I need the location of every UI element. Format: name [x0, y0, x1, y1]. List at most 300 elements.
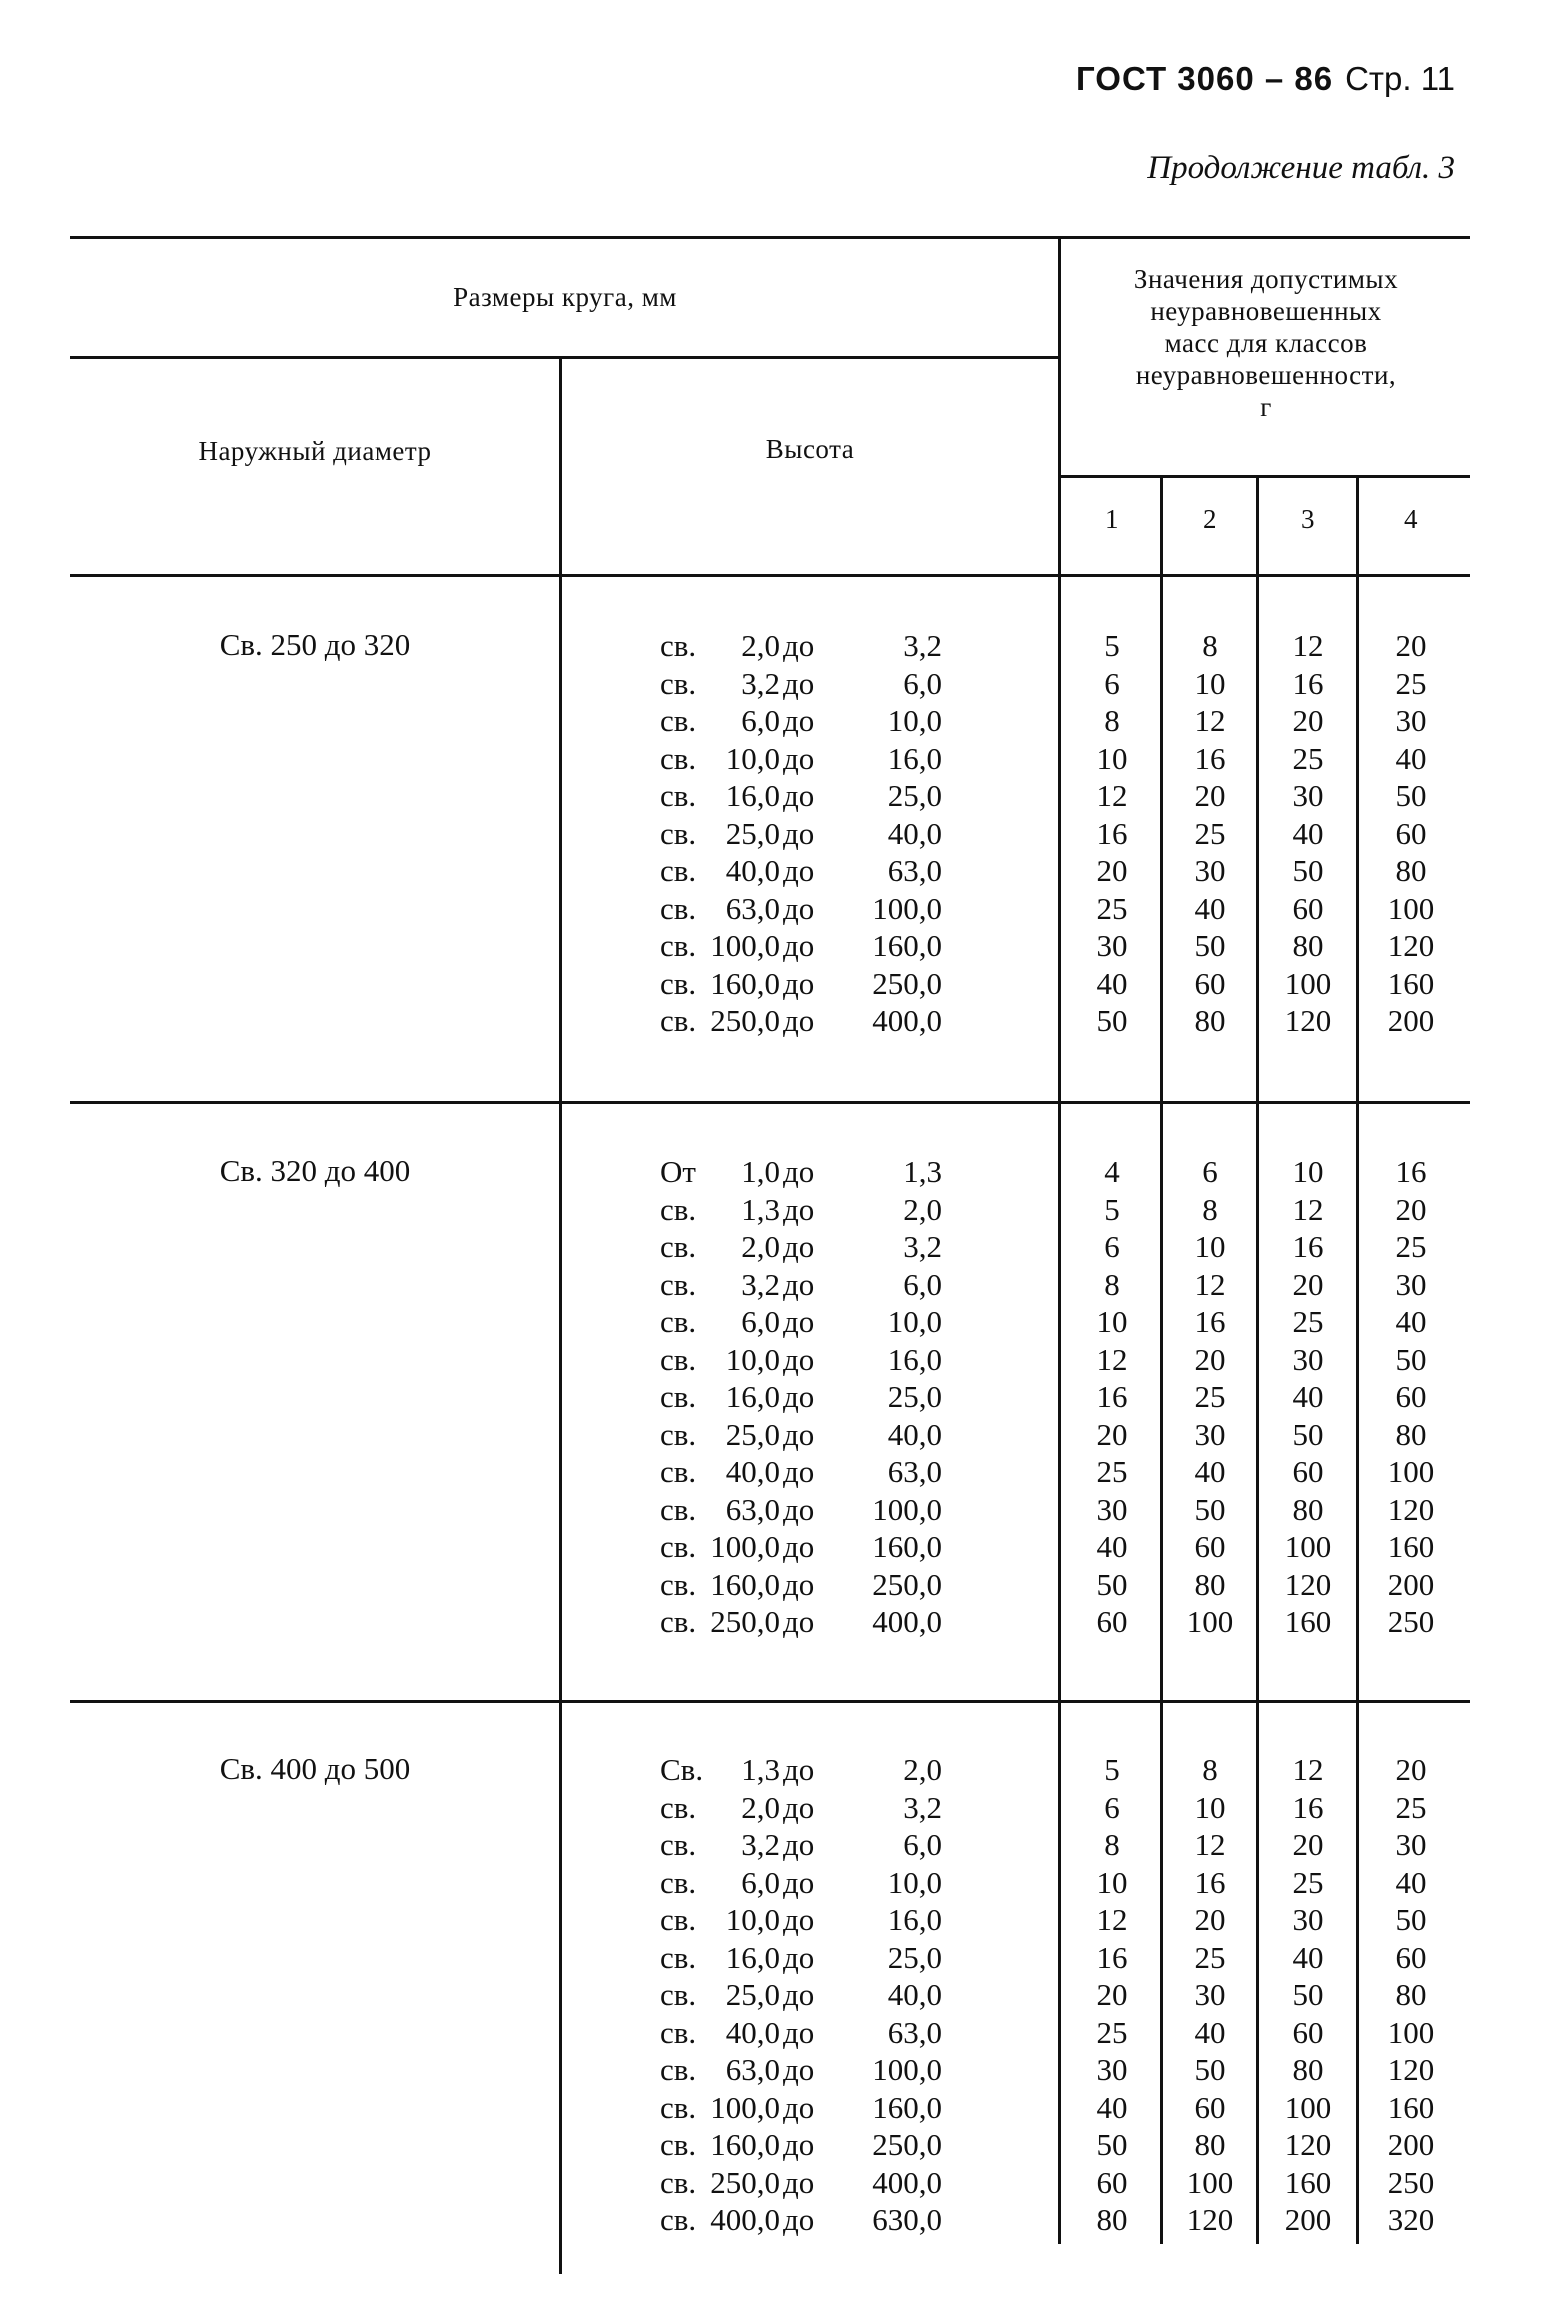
mass-class-4: 100	[1387, 2014, 1435, 2050]
mass-class-2: 40	[1194, 2014, 1226, 2050]
table-row	[0, 1603, 1552, 1640]
group-divider	[70, 1101, 1470, 1104]
height-to: 6,0	[903, 1827, 942, 1862]
height-to: 3,2	[903, 628, 942, 663]
height-from: 6,0	[741, 1304, 780, 1339]
header-mid-rule	[70, 356, 1060, 359]
mass-class-3: 80	[1292, 1491, 1324, 1527]
height-do: до	[783, 965, 815, 1001]
mass-class-3: 50	[1292, 853, 1324, 888]
mass-class-2: 30	[1194, 1977, 1226, 2012]
height-prefix: св.	[660, 703, 697, 738]
mass-class-3: 30	[1292, 1341, 1324, 1377]
height-from: 16,0	[725, 778, 780, 813]
mass-class-3: 20	[1292, 1266, 1324, 1302]
mass-class-4: 80	[1395, 1416, 1427, 1452]
mass-class-4: 20	[1395, 1752, 1427, 1787]
height-from: 63,0	[725, 890, 780, 926]
mass-class-3: 100	[1284, 1529, 1332, 1564]
height-do: до	[783, 1864, 815, 1900]
mass-class-4: 200	[1387, 2127, 1435, 2162]
height-prefix: св.	[660, 853, 697, 888]
mass-class-1: 6	[1104, 665, 1120, 701]
mass-class-4: 120	[1387, 928, 1435, 963]
mass-class-4: 250	[1387, 2164, 1435, 2200]
height-prefix: св.	[660, 1864, 697, 1900]
table-row	[0, 2164, 1552, 2201]
table-row	[0, 2201, 1552, 2238]
height-from: 250,0	[710, 1003, 780, 1038]
table-row	[0, 1416, 1552, 1453]
height-do: до	[783, 1304, 815, 1339]
height-do: до	[783, 2089, 815, 2125]
mass-class-1: 20	[1096, 1977, 1128, 2012]
height-to: 3,2	[903, 1229, 942, 1264]
table-row	[0, 965, 1552, 1002]
height-from: 10,0	[725, 1902, 780, 1937]
mass-class-4: 40	[1395, 1864, 1427, 1900]
mass-class-1: 25	[1096, 1454, 1128, 1489]
table-row	[0, 2014, 1552, 2051]
height-to: 2,0	[903, 1191, 942, 1227]
mass-class-3: 12	[1292, 1191, 1324, 1227]
table-row	[0, 1491, 1552, 1528]
height-prefix: св.	[660, 778, 697, 813]
height-prefix: св.	[660, 1902, 697, 1937]
mass-class-1: 80	[1096, 2202, 1128, 2237]
mass-class-4: 30	[1395, 703, 1427, 738]
height-to: 160,0	[872, 1529, 942, 1564]
dimensions-header: Размеры круга, мм	[453, 282, 677, 312]
height-do: до	[783, 2127, 815, 2162]
mass-class-1: 25	[1096, 2014, 1128, 2050]
height-from: 3,2	[741, 1827, 780, 1862]
mass-class-1: 16	[1096, 1939, 1128, 1975]
mass-class-4: 200	[1387, 1003, 1435, 1038]
mass-class-3: 50	[1292, 1977, 1324, 2012]
height-to: 400,0	[872, 2164, 942, 2200]
mass-class-1: 12	[1096, 1341, 1128, 1377]
header-bottom-rule	[70, 574, 1470, 577]
height-do: до	[783, 2014, 815, 2050]
height-to: 400,0	[872, 1604, 942, 1639]
mass-class-1: 50	[1096, 2127, 1128, 2162]
mass-class-4: 200	[1387, 1566, 1435, 1602]
mass-class-2: 12	[1194, 1827, 1226, 1862]
height-to: 16,0	[887, 740, 942, 776]
mass-class-3: 200	[1284, 2202, 1332, 2237]
outer-diameter-header: Наружный диаметр	[198, 436, 432, 466]
mass-class-1: 8	[1104, 1266, 1120, 1302]
mass-class-1: 40	[1096, 965, 1128, 1001]
mass-class-4: 100	[1387, 1454, 1435, 1489]
mass-class-2: 20	[1194, 1341, 1226, 1377]
height-to: 63,0	[887, 2014, 942, 2050]
mass-class-4: 20	[1395, 1191, 1427, 1227]
mass-class-2: 6	[1202, 1154, 1218, 1189]
mass-class-1: 6	[1104, 1229, 1120, 1264]
classes-rule	[1060, 475, 1470, 478]
mass-class-4: 160	[1387, 1529, 1435, 1564]
height-to: 250,0	[872, 1566, 942, 1602]
height-prefix: От	[660, 1154, 696, 1189]
mass-class-2: 100	[1186, 1604, 1234, 1639]
table-row	[0, 1826, 1552, 1863]
values-header-line: неуравновешенных	[1150, 296, 1382, 326]
mass-class-3: 40	[1292, 815, 1324, 851]
table-continuation-label: Продолжение табл. 3	[1147, 150, 1455, 186]
table-row	[0, 1303, 1552, 1340]
height-do: до	[783, 815, 815, 851]
values-header-line: г	[1260, 392, 1272, 422]
height-prefix: св.	[660, 1266, 697, 1302]
mass-class-4: 320	[1387, 2202, 1435, 2237]
mass-class-2: 12	[1194, 703, 1226, 738]
height-do: до	[783, 1491, 815, 1527]
mass-class-2: 30	[1194, 1416, 1226, 1452]
mass-class-4: 120	[1387, 2052, 1435, 2087]
group-divider	[70, 1700, 1470, 1703]
height-do: до	[783, 778, 815, 813]
height-from: 160,0	[710, 2127, 780, 2162]
values-header	[1062, 263, 1470, 423]
mass-class-3: 12	[1292, 1752, 1324, 1787]
mass-class-2: 16	[1194, 1304, 1226, 1339]
table-row	[0, 1528, 1552, 1565]
mass-class-3: 20	[1292, 703, 1324, 738]
height-from: 6,0	[741, 703, 780, 738]
table-row	[0, 815, 1552, 852]
height-prefix: св.	[660, 740, 697, 776]
table-row	[0, 1939, 1552, 1976]
height-do: до	[783, 1789, 815, 1825]
mass-class-2: 40	[1194, 1454, 1226, 1489]
height-to: 6,0	[903, 665, 942, 701]
height-to: 400,0	[872, 1003, 942, 1038]
mass-class-4: 16	[1395, 1154, 1427, 1189]
height-to: 40,0	[887, 1977, 942, 2012]
mass-class-1: 12	[1096, 778, 1128, 813]
mass-class-2: 16	[1194, 740, 1226, 776]
height-prefix: Св.	[660, 1752, 704, 1787]
mass-class-1: 60	[1096, 1604, 1128, 1639]
height-from: 100,0	[710, 1529, 780, 1564]
height-to: 16,0	[887, 1902, 942, 1937]
height-from: 250,0	[710, 1604, 780, 1639]
height-to: 2,0	[903, 1752, 942, 1787]
mass-class-2: 50	[1194, 928, 1226, 963]
height-to: 250,0	[872, 965, 942, 1001]
height-prefix: св.	[660, 2164, 697, 2200]
height-to: 63,0	[887, 853, 942, 888]
height-prefix: св.	[660, 1789, 697, 1825]
height-do: до	[783, 890, 815, 926]
mass-class-1: 40	[1096, 2089, 1128, 2125]
table-row	[0, 927, 1552, 964]
height-prefix: св.	[660, 815, 697, 851]
mass-class-2: 25	[1194, 1379, 1226, 1414]
height-do: до	[783, 1416, 815, 1452]
table-row	[0, 1153, 1552, 1190]
mass-class-3: 120	[1284, 1003, 1332, 1038]
mass-class-4: 120	[1387, 1491, 1435, 1527]
mass-class-1: 30	[1096, 2052, 1128, 2087]
height-do: до	[783, 1604, 815, 1639]
mass-class-3: 60	[1292, 890, 1324, 926]
mass-class-2: 50	[1194, 1491, 1226, 1527]
values-header-line: неуравновешенности,	[1135, 360, 1397, 390]
height-to: 6,0	[903, 1266, 942, 1302]
class-header-1: 1	[1105, 504, 1119, 534]
mass-class-3: 16	[1292, 665, 1324, 701]
height-to: 250,0	[872, 2127, 942, 2162]
mass-class-2: 10	[1194, 665, 1226, 701]
mass-class-2: 80	[1194, 1566, 1226, 1602]
height-from: 63,0	[725, 1491, 780, 1527]
height-do: до	[783, 665, 815, 701]
height-to: 1,3	[903, 1154, 942, 1189]
outer-diameter-cell: Св. 400 до 500	[219, 1751, 411, 1786]
height-do: до	[783, 1266, 815, 1302]
height-prefix: св.	[660, 1229, 697, 1264]
height-do: до	[783, 1939, 815, 1975]
mass-class-2: 50	[1194, 2052, 1226, 2087]
mass-class-2: 60	[1194, 965, 1226, 1001]
class-header-2: 2	[1203, 504, 1217, 534]
height-from: 250,0	[710, 2164, 780, 2200]
height-from: 2,0	[741, 628, 780, 663]
mass-class-1: 16	[1096, 815, 1128, 851]
height-from: 25,0	[725, 1416, 780, 1452]
mass-class-1: 50	[1096, 1566, 1128, 1602]
height-to: 25,0	[887, 1939, 942, 1975]
mass-class-3: 160	[1284, 2164, 1332, 2200]
height-do: до	[783, 703, 815, 738]
mass-class-2: 16	[1194, 1864, 1226, 1900]
mass-class-2: 60	[1194, 1529, 1226, 1564]
height-do: до	[783, 1341, 815, 1377]
mass-class-2: 8	[1202, 628, 1218, 663]
class-header-4: 4	[1404, 504, 1418, 534]
mass-class-2: 80	[1194, 1003, 1226, 1038]
mass-class-2: 10	[1194, 1789, 1226, 1825]
height-to: 63,0	[887, 1454, 942, 1489]
table-row	[0, 1266, 1552, 1303]
height-from: 40,0	[725, 2014, 780, 2050]
mass-class-3: 120	[1284, 1566, 1332, 1602]
mass-class-4: 80	[1395, 853, 1427, 888]
mass-class-1: 20	[1096, 853, 1128, 888]
height-from: 16,0	[725, 1379, 780, 1414]
mass-class-4: 40	[1395, 740, 1427, 776]
mass-class-1: 10	[1096, 1304, 1128, 1339]
height-prefix: св.	[660, 628, 697, 663]
height-do: до	[783, 1003, 815, 1038]
mass-class-2: 40	[1194, 890, 1226, 926]
height-prefix: св.	[660, 2127, 697, 2162]
mass-class-1: 4	[1104, 1154, 1120, 1189]
mass-class-1: 30	[1096, 928, 1128, 963]
height-prefix: св.	[660, 1304, 697, 1339]
table-row	[0, 1191, 1552, 1228]
height-do: до	[783, 1827, 815, 1862]
mass-class-3: 40	[1292, 1939, 1324, 1975]
outer-diameter-cell: Св. 320 до 400	[219, 1153, 411, 1188]
mass-class-3: 30	[1292, 1902, 1324, 1937]
table-row	[0, 665, 1552, 702]
mass-class-4: 30	[1395, 1827, 1427, 1862]
height-from: 100,0	[710, 928, 780, 963]
table-row	[0, 1864, 1552, 1901]
mass-class-3: 80	[1292, 928, 1324, 963]
standard-number: ГОСТ 3060 – 86	[1076, 60, 1334, 97]
mass-class-4: 60	[1395, 1939, 1427, 1975]
height-from: 2,0	[741, 1789, 780, 1825]
height-prefix: св.	[660, 2202, 697, 2237]
height-to: 10,0	[887, 703, 942, 738]
mass-class-1: 30	[1096, 1491, 1128, 1527]
height-from: 160,0	[710, 965, 780, 1001]
table-row	[0, 1566, 1552, 1603]
mass-class-2: 30	[1194, 853, 1226, 888]
height-from: 2,0	[741, 1229, 780, 1264]
mass-class-2: 12	[1194, 1266, 1226, 1302]
height-to: 100,0	[872, 1491, 942, 1527]
height-do: до	[783, 740, 815, 776]
height-do: до	[783, 928, 815, 963]
height-prefix: св.	[660, 965, 697, 1001]
mass-class-3: 40	[1292, 1379, 1324, 1414]
mass-class-3: 30	[1292, 778, 1324, 813]
height-from: 40,0	[725, 1454, 780, 1489]
mass-class-1: 6	[1104, 1789, 1120, 1825]
height-do: до	[783, 2164, 815, 2200]
mass-class-3: 10	[1292, 1154, 1324, 1189]
mass-class-2: 80	[1194, 2127, 1226, 2162]
height-from: 10,0	[725, 1341, 780, 1377]
mass-class-3: 25	[1292, 1864, 1324, 1900]
height-prefix: св.	[660, 1827, 697, 1862]
height-prefix: св.	[660, 1003, 697, 1038]
mass-class-3: 100	[1284, 965, 1332, 1001]
mass-class-1: 10	[1096, 740, 1128, 776]
page-header	[1076, 60, 1455, 98]
height-from: 160,0	[710, 1566, 780, 1602]
mass-class-3: 120	[1284, 2127, 1332, 2162]
mass-class-2: 100	[1186, 2164, 1234, 2200]
height-do: до	[783, 1529, 815, 1564]
height-to: 25,0	[887, 778, 942, 813]
mass-class-4: 80	[1395, 1977, 1427, 2012]
table-row	[0, 1751, 1552, 1788]
mass-class-4: 50	[1395, 778, 1427, 813]
height-do: до	[783, 2202, 815, 2237]
height-from: 100,0	[710, 2089, 780, 2125]
table-row	[0, 2089, 1552, 2126]
mass-class-3: 16	[1292, 1789, 1324, 1825]
mass-class-1: 8	[1104, 703, 1120, 738]
mass-class-4: 60	[1395, 1379, 1427, 1414]
table-row	[0, 702, 1552, 739]
table-row	[0, 740, 1552, 777]
mass-class-3: 16	[1292, 1229, 1324, 1264]
table-row	[0, 777, 1552, 814]
height-from: 10,0	[725, 740, 780, 776]
height-from: 25,0	[725, 1977, 780, 2012]
table-row	[0, 890, 1552, 927]
table-row	[0, 1002, 1552, 1039]
mass-class-2: 25	[1194, 1939, 1226, 1975]
mass-class-3: 60	[1292, 2014, 1324, 2050]
mass-class-3: 160	[1284, 1604, 1332, 1639]
height-from: 3,2	[741, 665, 780, 701]
height-prefix: св.	[660, 890, 697, 926]
height-prefix: св.	[660, 2089, 697, 2125]
height-to: 16,0	[887, 1341, 942, 1377]
height-do: до	[783, 2052, 815, 2087]
height-prefix: св.	[660, 1416, 697, 1452]
mass-class-3: 25	[1292, 740, 1324, 776]
height-do: до	[783, 1902, 815, 1937]
page-number: Стр. 11	[1345, 60, 1455, 97]
mass-class-4: 40	[1395, 1304, 1427, 1339]
height-prefix: св.	[660, 1191, 697, 1227]
table-row	[0, 2051, 1552, 2088]
mass-class-1: 10	[1096, 1864, 1128, 1900]
mass-class-1: 16	[1096, 1379, 1128, 1414]
mass-class-2: 60	[1194, 2089, 1226, 2125]
height-from: 25,0	[725, 815, 780, 851]
height-prefix: св.	[660, 1454, 697, 1489]
height-header: Высота	[765, 434, 855, 464]
height-prefix: св.	[660, 1379, 697, 1414]
mass-class-1: 5	[1104, 1752, 1120, 1787]
mass-class-1: 40	[1096, 1529, 1128, 1564]
table-row	[0, 852, 1552, 889]
class-header-3: 3	[1301, 504, 1315, 534]
mass-class-1: 5	[1104, 1191, 1120, 1227]
mass-class-2: 20	[1194, 778, 1226, 813]
values-header-line: масс для классов	[1164, 328, 1368, 358]
table-row	[0, 627, 1552, 664]
mass-class-1: 50	[1096, 1003, 1128, 1038]
mass-class-1: 20	[1096, 1416, 1128, 1452]
mass-class-3: 50	[1292, 1416, 1324, 1452]
table-row	[0, 1341, 1552, 1378]
height-prefix: св.	[660, 1604, 697, 1639]
table-row	[0, 1976, 1552, 2013]
height-to: 160,0	[872, 928, 942, 963]
mass-class-3: 12	[1292, 628, 1324, 663]
height-from: 16,0	[725, 1939, 780, 1975]
mass-class-4: 60	[1395, 815, 1427, 851]
table-row	[0, 1453, 1552, 1490]
table-row	[0, 1901, 1552, 1938]
table-row	[0, 1789, 1552, 1826]
outer-diameter-cell: Св. 250 до 320	[219, 627, 411, 662]
values-header-line: Значения допустимых	[1133, 264, 1399, 294]
height-do: до	[783, 1191, 815, 1227]
mass-class-2: 25	[1194, 815, 1226, 851]
mass-class-3: 20	[1292, 1827, 1324, 1862]
mass-class-3: 60	[1292, 1454, 1324, 1489]
height-from: 1,3	[741, 1752, 780, 1787]
mass-class-4: 20	[1395, 628, 1427, 663]
height-do: до	[783, 1566, 815, 1602]
height-prefix: св.	[660, 2014, 697, 2050]
height-from: 40,0	[725, 853, 780, 888]
table-row	[0, 1378, 1552, 1415]
